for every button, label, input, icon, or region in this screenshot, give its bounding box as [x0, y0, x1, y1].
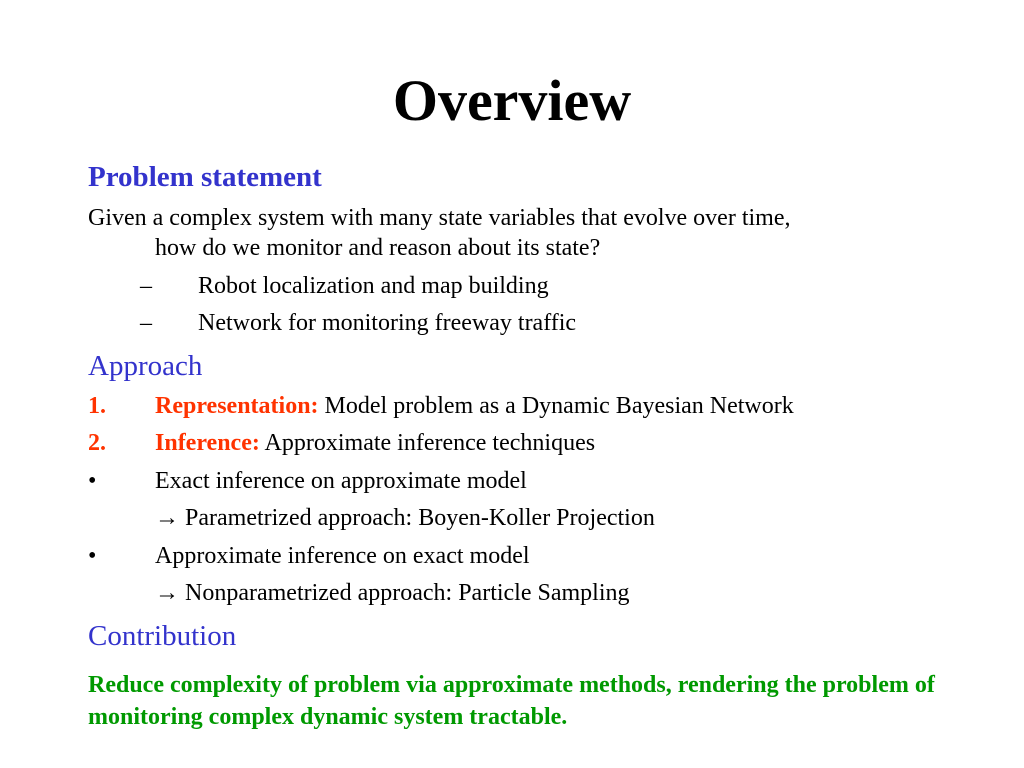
approach-item-text: Approximate inference techniques — [259, 430, 596, 456]
problem-item-text: Robot localization and map building — [198, 273, 549, 299]
problem-lead-line-2: how do we monitor and reason about its state? — [155, 235, 601, 261]
sub-item-text: Nonparametrized approach: Particle Sampling — [185, 580, 630, 606]
approach-heading: Approach — [88, 350, 203, 382]
right-arrow-icon: → — [155, 580, 179, 606]
problem-item — [140, 271, 549, 301]
approach-term: Inference: — [155, 430, 260, 456]
dash-marker: – — [140, 310, 152, 336]
approach-numbered-item — [88, 428, 595, 458]
problem-statement-heading: Problem statement — [88, 161, 322, 193]
contribution-heading: Contribution — [88, 620, 237, 652]
bullet-text: Exact inference on approximate model — [155, 468, 527, 494]
approach-sub-item — [155, 503, 655, 533]
dash-marker: – — [140, 273, 152, 299]
problem-item-text: Network for monitoring freeway traffic — [198, 310, 577, 336]
sub-item-text: Parametrized approach: Boyen-Koller Projection — [185, 505, 655, 531]
approach-sub-item — [155, 578, 630, 608]
right-arrow-icon: → — [155, 505, 179, 531]
number-marker: 1. — [88, 393, 106, 419]
problem-item — [140, 308, 576, 338]
approach-numbered-item — [88, 391, 794, 421]
contribution-text: Reduce complexity of problem via approximate methods, rendering the problem of monitoring complex dynamic system tractable. — [88, 672, 935, 730]
bullet-marker: • — [88, 468, 97, 494]
bullet-text: Approximate inference on exact model — [155, 543, 530, 569]
slide-title: Overview — [392, 68, 632, 133]
approach-bullet-item — [88, 466, 527, 496]
approach-bullet-item — [88, 541, 530, 571]
approach-item-text: Model problem as a Dynamic Bayesian Network — [318, 393, 794, 419]
approach-term: Representation: — [155, 393, 319, 419]
bullet-marker: • — [88, 543, 97, 569]
problem-lead-line-1: Given a complex system with many state variables that evolve over time, — [88, 205, 791, 231]
number-marker: 2. — [88, 430, 106, 456]
